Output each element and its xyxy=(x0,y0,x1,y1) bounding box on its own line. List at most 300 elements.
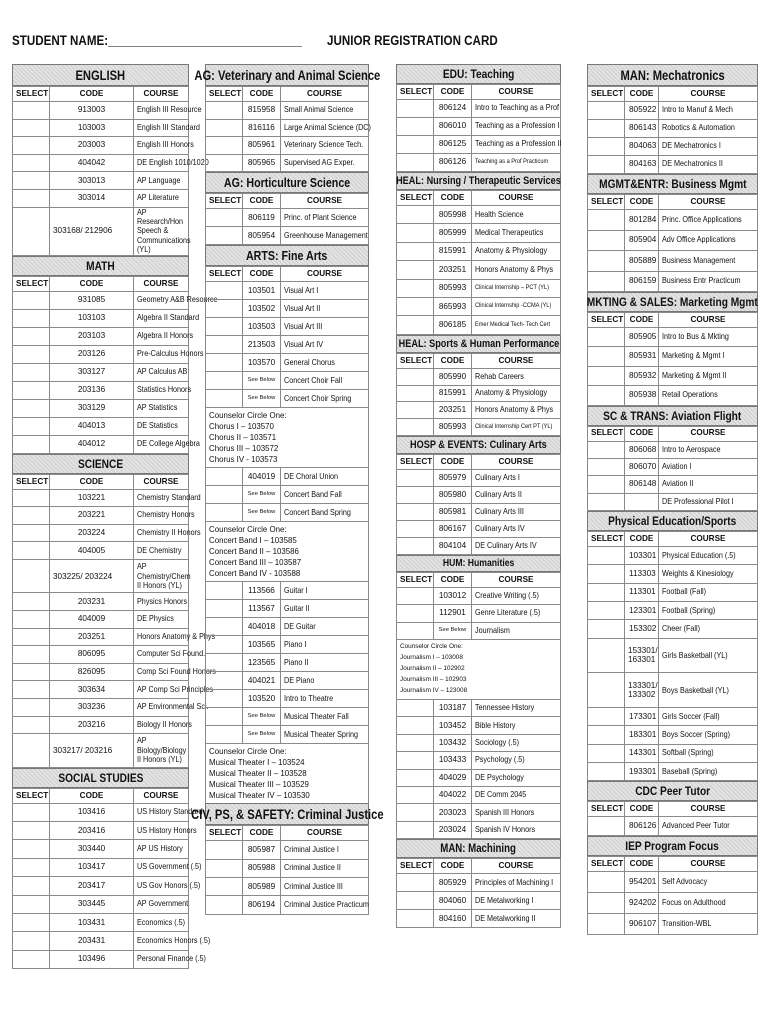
course-name-text: AP Environmental Sci. xyxy=(137,702,209,712)
select-cell[interactable] xyxy=(397,587,434,604)
select-cell[interactable] xyxy=(13,172,50,190)
course-code: 203024 xyxy=(434,821,472,838)
select-cell[interactable] xyxy=(13,102,50,120)
course-row xyxy=(13,137,189,155)
select-cell[interactable] xyxy=(397,752,434,769)
course-code: See Below xyxy=(434,622,472,639)
select-cell[interactable] xyxy=(397,821,434,838)
select-cell[interactable] xyxy=(206,336,243,354)
select-cell[interactable] xyxy=(13,507,50,525)
section-title xyxy=(587,836,758,856)
select-cell[interactable] xyxy=(397,717,434,734)
course-row xyxy=(13,822,189,840)
select-cell[interactable] xyxy=(13,877,50,895)
course-row xyxy=(13,381,189,399)
section-mgmt xyxy=(587,174,758,292)
select-cell[interactable] xyxy=(206,154,243,172)
course-name xyxy=(134,327,194,345)
course-table xyxy=(205,467,369,522)
select-cell[interactable] xyxy=(588,620,625,638)
select-cell[interactable] xyxy=(588,744,625,762)
select-cell[interactable] xyxy=(13,646,50,664)
select-cell[interactable] xyxy=(397,136,434,154)
course-name-text: Princ. Office Applications xyxy=(662,214,742,224)
select-cell[interactable] xyxy=(588,872,625,893)
course-header: COURSE xyxy=(659,426,758,441)
select-cell[interactable] xyxy=(206,582,243,600)
select-cell[interactable] xyxy=(206,209,243,227)
select-cell[interactable] xyxy=(588,230,625,251)
select-cell[interactable] xyxy=(397,297,434,315)
select-cell[interactable] xyxy=(588,817,625,836)
select-cell[interactable] xyxy=(206,390,243,408)
course-code: 805988 xyxy=(243,859,281,877)
course-table xyxy=(12,86,209,256)
course-code: 303217/ 203216 xyxy=(50,734,134,767)
select-cell[interactable] xyxy=(588,914,625,935)
course-name xyxy=(472,787,561,804)
select-cell[interactable] xyxy=(13,681,50,699)
course-name xyxy=(659,120,758,138)
course-name-text: Marketing & Mgmt II xyxy=(662,370,727,380)
course-code: 815958 xyxy=(243,102,281,120)
course-name xyxy=(472,520,561,537)
course-code: 816116 xyxy=(243,119,281,137)
course-name xyxy=(134,172,189,190)
course-name xyxy=(659,872,758,893)
course-row xyxy=(206,227,369,245)
select-cell[interactable] xyxy=(13,663,50,681)
select-header: SELECT xyxy=(588,87,625,102)
course-name-text: Algebra II Standard xyxy=(137,313,200,323)
note-line: Musical Theater III – 103529 xyxy=(209,779,309,789)
code-header: CODE xyxy=(625,857,659,872)
course-name xyxy=(659,565,758,583)
course-code: 133301/ 133302 xyxy=(625,673,659,708)
select-cell[interactable] xyxy=(13,560,50,593)
select-cell[interactable] xyxy=(13,914,50,932)
select-cell[interactable] xyxy=(13,327,50,345)
select-cell[interactable] xyxy=(588,476,625,493)
select-cell[interactable] xyxy=(397,100,434,118)
select-header: SELECT xyxy=(397,353,434,368)
select-cell[interactable] xyxy=(588,386,625,405)
code-header: CODE xyxy=(625,87,659,102)
select-cell[interactable] xyxy=(13,932,50,950)
course-code: 203417 xyxy=(50,877,134,895)
course-name xyxy=(281,486,369,504)
select-cell[interactable] xyxy=(206,636,243,654)
course-name-text: AP US History xyxy=(137,844,183,854)
select-cell[interactable] xyxy=(588,547,625,565)
course-name xyxy=(472,486,561,503)
select-cell[interactable] xyxy=(397,520,434,537)
select-cell[interactable] xyxy=(397,316,434,334)
select-cell[interactable] xyxy=(397,787,434,804)
select-cell[interactable] xyxy=(13,542,50,560)
note-line: Musical Theater IV – 103530 xyxy=(209,790,310,800)
course-name xyxy=(659,102,758,120)
note-line: Chorus IV - 103573 xyxy=(209,454,278,464)
course-name-text: Large Animal Science (DC) xyxy=(284,122,371,132)
course-name xyxy=(281,119,369,137)
course-name xyxy=(281,896,369,914)
select-cell[interactable] xyxy=(206,877,243,895)
select-cell[interactable] xyxy=(588,638,625,673)
select-cell[interactable] xyxy=(13,524,50,542)
section-man-mech xyxy=(587,64,758,174)
select-cell[interactable] xyxy=(13,716,50,734)
select-cell[interactable] xyxy=(206,841,243,859)
course-name-text: Piano II xyxy=(284,657,309,667)
select-cell[interactable] xyxy=(588,763,625,781)
course-code: 804063 xyxy=(625,138,659,156)
column-2 xyxy=(190,64,384,915)
course-row xyxy=(206,672,369,690)
course-name-text: Musical Theater Fall xyxy=(284,711,349,721)
select-cell[interactable] xyxy=(397,242,434,260)
course-name xyxy=(659,602,758,620)
course-row xyxy=(397,206,561,224)
select-cell[interactable] xyxy=(206,690,243,708)
course-table xyxy=(587,531,758,781)
select-cell[interactable] xyxy=(13,628,50,646)
course-name xyxy=(134,663,216,681)
select-cell[interactable] xyxy=(588,493,625,510)
select-cell[interactable] xyxy=(588,120,625,138)
course-code: 203023 xyxy=(434,804,472,821)
select-cell[interactable] xyxy=(13,734,50,767)
select-cell[interactable] xyxy=(397,700,434,717)
course-code: 805931 xyxy=(625,347,659,366)
section-title-text: HOSP & EVENTS: Culinary Arts xyxy=(410,438,547,451)
section-title-text: MAN: Mechatronics xyxy=(620,67,725,83)
select-cell[interactable] xyxy=(206,102,243,120)
course-row xyxy=(588,673,758,708)
course-name xyxy=(281,672,369,690)
select-cell[interactable] xyxy=(397,486,434,503)
course-name-text: English III Resource xyxy=(137,105,202,115)
course-table xyxy=(396,572,561,640)
section-pe xyxy=(587,511,758,781)
course-code: 193301 xyxy=(625,763,659,781)
select-cell[interactable] xyxy=(13,895,50,913)
course-code: 203221 xyxy=(50,507,134,525)
select-cell[interactable] xyxy=(206,372,243,390)
student-name-blank[interactable]: ______________________________ xyxy=(108,33,302,48)
section-title-text: ENGLISH xyxy=(75,67,126,83)
select-cell[interactable] xyxy=(206,119,243,137)
select-cell[interactable] xyxy=(397,605,434,622)
course-name xyxy=(281,636,369,654)
course-row xyxy=(206,390,369,408)
course-code: 805932 xyxy=(625,366,659,385)
select-cell[interactable] xyxy=(397,154,434,172)
select-cell[interactable] xyxy=(397,892,434,910)
course-row xyxy=(397,279,561,297)
select-cell[interactable] xyxy=(13,822,50,840)
select-cell[interactable] xyxy=(588,458,625,475)
select-cell[interactable] xyxy=(13,154,50,172)
course-name-text: Chemistry II Honors xyxy=(137,528,201,538)
select-cell[interactable] xyxy=(397,279,434,297)
select-cell[interactable] xyxy=(588,347,625,366)
course-row xyxy=(13,895,189,913)
select-cell[interactable] xyxy=(588,893,625,914)
select-cell[interactable] xyxy=(397,402,434,419)
section-title xyxy=(12,454,189,474)
course-row xyxy=(206,600,369,618)
course-name xyxy=(472,769,561,786)
course-name-text: US History Honors xyxy=(137,825,197,835)
select-cell[interactable] xyxy=(588,251,625,272)
course-header: COURSE xyxy=(281,87,369,102)
select-cell[interactable] xyxy=(13,119,50,137)
section-title xyxy=(396,436,561,454)
course-name xyxy=(281,708,369,726)
course-name xyxy=(472,279,561,297)
section-title-text: CIV, PS, & SAFETY: Criminal Justice xyxy=(190,806,384,822)
course-code: 404022 xyxy=(434,787,472,804)
select-header: SELECT xyxy=(206,87,243,102)
course-row xyxy=(397,520,561,537)
course-name-text: DE Mechatronics I xyxy=(662,141,721,151)
select-cell[interactable] xyxy=(588,673,625,708)
course-name xyxy=(134,137,194,155)
course-name xyxy=(659,441,758,458)
course-name xyxy=(659,210,758,231)
course-name xyxy=(659,476,758,493)
course-name xyxy=(134,560,189,593)
select-cell[interactable] xyxy=(13,399,50,417)
course-name-text: Clinical Internship -CCMA (YL) xyxy=(475,302,552,310)
select-cell[interactable] xyxy=(397,469,434,486)
course-code: 805993 xyxy=(434,279,472,297)
course-header: COURSE xyxy=(281,267,369,282)
course-name xyxy=(659,708,758,726)
select-cell[interactable] xyxy=(588,602,625,620)
select-cell[interactable] xyxy=(397,910,434,928)
course-code: 103012 xyxy=(434,587,472,604)
course-code: 113301 xyxy=(625,583,659,601)
select-cell[interactable] xyxy=(397,874,434,892)
select-cell[interactable] xyxy=(588,565,625,583)
course-row xyxy=(397,821,561,838)
section-sc-trans xyxy=(587,406,758,512)
select-cell[interactable] xyxy=(13,189,50,207)
section-title-text: AG: Horticulture Science xyxy=(223,175,351,191)
note-line: Musical Theater I – 103524 xyxy=(209,757,305,767)
select-cell[interactable] xyxy=(588,210,625,231)
course-name xyxy=(134,932,211,950)
course-header: COURSE xyxy=(281,194,369,209)
course-name xyxy=(472,242,561,260)
section-title xyxy=(12,64,189,86)
select-cell[interactable] xyxy=(397,769,434,786)
course-code: 173301 xyxy=(625,708,659,726)
course-row xyxy=(588,583,758,601)
select-cell[interactable] xyxy=(13,840,50,858)
course-name-text: Psychology (.5) xyxy=(475,755,525,765)
course-row xyxy=(397,717,561,734)
course-name-text: DE Comm 2045 xyxy=(475,790,527,800)
select-cell[interactable] xyxy=(588,441,625,458)
section-title-text: AG: Veterinary and Animal Science xyxy=(194,67,380,83)
course-code: See Below xyxy=(243,486,281,504)
course-name-text: Geometry A&B Resource xyxy=(137,295,218,305)
course-name xyxy=(472,537,561,554)
select-cell[interactable] xyxy=(206,318,243,336)
select-cell[interactable] xyxy=(13,207,50,255)
course-row xyxy=(397,892,561,910)
select-cell[interactable] xyxy=(397,118,434,136)
select-cell[interactable] xyxy=(13,489,50,507)
course-row xyxy=(588,271,758,292)
select-cell[interactable] xyxy=(13,803,50,821)
course-row xyxy=(588,476,758,493)
course-code: 404018 xyxy=(243,618,281,636)
course-code: 805993 xyxy=(434,419,472,436)
select-cell[interactable] xyxy=(397,224,434,242)
code-header: CODE xyxy=(243,826,281,841)
select-header: SELECT xyxy=(397,191,434,206)
select-cell[interactable] xyxy=(588,726,625,744)
select-cell[interactable] xyxy=(588,271,625,292)
section-english xyxy=(12,64,209,256)
select-cell[interactable] xyxy=(397,804,434,821)
course-name-text: Weights & Kinesiology xyxy=(662,568,734,578)
section-hosp xyxy=(396,436,561,555)
select-cell[interactable] xyxy=(206,672,243,690)
course-name-text: Teaching as a Profession I xyxy=(475,121,560,131)
select-cell[interactable] xyxy=(13,435,50,453)
course-row xyxy=(588,708,758,726)
course-name-text: Visual Art I xyxy=(284,285,319,295)
course-name-text: Economics (.5) xyxy=(137,917,186,927)
select-cell[interactable] xyxy=(206,486,243,504)
course-name-text: Physical Education (.5) xyxy=(662,550,736,560)
select-cell[interactable] xyxy=(397,206,434,224)
course-name-text: AP Research/Hon Speech & Communications (YL) xyxy=(137,207,191,255)
course-code: 303236 xyxy=(50,699,134,717)
select-cell[interactable] xyxy=(588,138,625,156)
select-cell[interactable] xyxy=(13,950,50,968)
student-name-field[interactable] xyxy=(12,33,302,48)
select-cell[interactable] xyxy=(206,137,243,155)
select-cell[interactable] xyxy=(206,654,243,672)
select-cell[interactable] xyxy=(206,600,243,618)
course-code: 303225/ 203224 xyxy=(50,560,134,593)
select-cell[interactable] xyxy=(13,137,50,155)
course-code: 103417 xyxy=(50,858,134,876)
course-name-text: Transition-WBL xyxy=(662,919,712,929)
select-cell[interactable] xyxy=(13,417,50,435)
select-cell[interactable] xyxy=(206,726,243,744)
select-cell[interactable] xyxy=(206,708,243,726)
select-cell[interactable] xyxy=(13,363,50,381)
counselor-note xyxy=(205,408,369,467)
section-heal-sports xyxy=(396,335,561,436)
section-civ xyxy=(190,803,384,914)
code-header: CODE xyxy=(50,788,134,803)
course-code: 203216 xyxy=(50,716,134,734)
select-cell[interactable] xyxy=(588,102,625,120)
course-code: 806095 xyxy=(50,646,134,664)
select-cell[interactable] xyxy=(588,708,625,726)
course-header: COURSE xyxy=(134,788,189,803)
select-cell[interactable] xyxy=(397,368,434,385)
select-cell[interactable] xyxy=(13,593,50,611)
course-header: COURSE xyxy=(472,353,561,368)
select-cell[interactable] xyxy=(397,734,434,751)
select-cell[interactable] xyxy=(397,503,434,520)
select-cell[interactable] xyxy=(206,896,243,914)
select-cell[interactable] xyxy=(206,282,243,300)
select-cell[interactable] xyxy=(13,381,50,399)
course-code: 153301/ 163301 xyxy=(625,638,659,673)
course-name-text: Medical Therapeutics xyxy=(475,227,544,237)
course-code: 805990 xyxy=(434,368,472,385)
select-cell[interactable] xyxy=(206,227,243,245)
course-row xyxy=(206,372,369,390)
select-cell[interactable] xyxy=(397,419,434,436)
course-name-text: Aviation II xyxy=(662,479,694,489)
select-cell[interactable] xyxy=(397,537,434,554)
select-cell[interactable] xyxy=(588,156,625,174)
select-cell[interactable] xyxy=(206,468,243,486)
select-cell[interactable] xyxy=(13,309,50,327)
course-row xyxy=(206,504,369,522)
course-name xyxy=(659,583,758,601)
code-header: CODE xyxy=(625,313,659,328)
select-cell[interactable] xyxy=(588,328,625,347)
select-cell[interactable] xyxy=(206,300,243,318)
course-name-text: DE Statistics xyxy=(137,421,178,431)
select-cell[interactable] xyxy=(206,354,243,372)
select-cell[interactable] xyxy=(206,618,243,636)
course-row xyxy=(13,154,189,172)
course-code: 906107 xyxy=(625,914,659,935)
section-social-studies xyxy=(12,768,211,970)
select-cell[interactable] xyxy=(588,583,625,601)
select-cell[interactable] xyxy=(397,622,434,639)
course-row xyxy=(206,154,369,172)
course-code: 806119 xyxy=(243,209,281,227)
note-line: Counselor Circle One: xyxy=(209,746,287,756)
select-cell[interactable] xyxy=(206,504,243,522)
select-cell[interactable] xyxy=(13,699,50,717)
course-code: 805904 xyxy=(625,230,659,251)
course-code: 103103 xyxy=(50,309,134,327)
course-row xyxy=(588,726,758,744)
select-cell[interactable] xyxy=(13,611,50,629)
course-name-text: Visual Art II xyxy=(284,303,321,313)
select-cell[interactable] xyxy=(13,345,50,363)
course-name xyxy=(472,700,561,717)
select-cell[interactable] xyxy=(588,366,625,385)
course-name xyxy=(281,209,369,227)
course-code: 143301 xyxy=(625,744,659,762)
course-name xyxy=(134,119,200,137)
course-name xyxy=(472,206,561,224)
select-cell[interactable] xyxy=(13,858,50,876)
select-cell[interactable] xyxy=(397,385,434,402)
select-cell[interactable] xyxy=(206,859,243,877)
select-cell[interactable] xyxy=(397,261,434,279)
course-name-text: Football (Spring) xyxy=(662,605,716,615)
select-cell[interactable] xyxy=(13,291,50,309)
course-table xyxy=(396,454,561,555)
